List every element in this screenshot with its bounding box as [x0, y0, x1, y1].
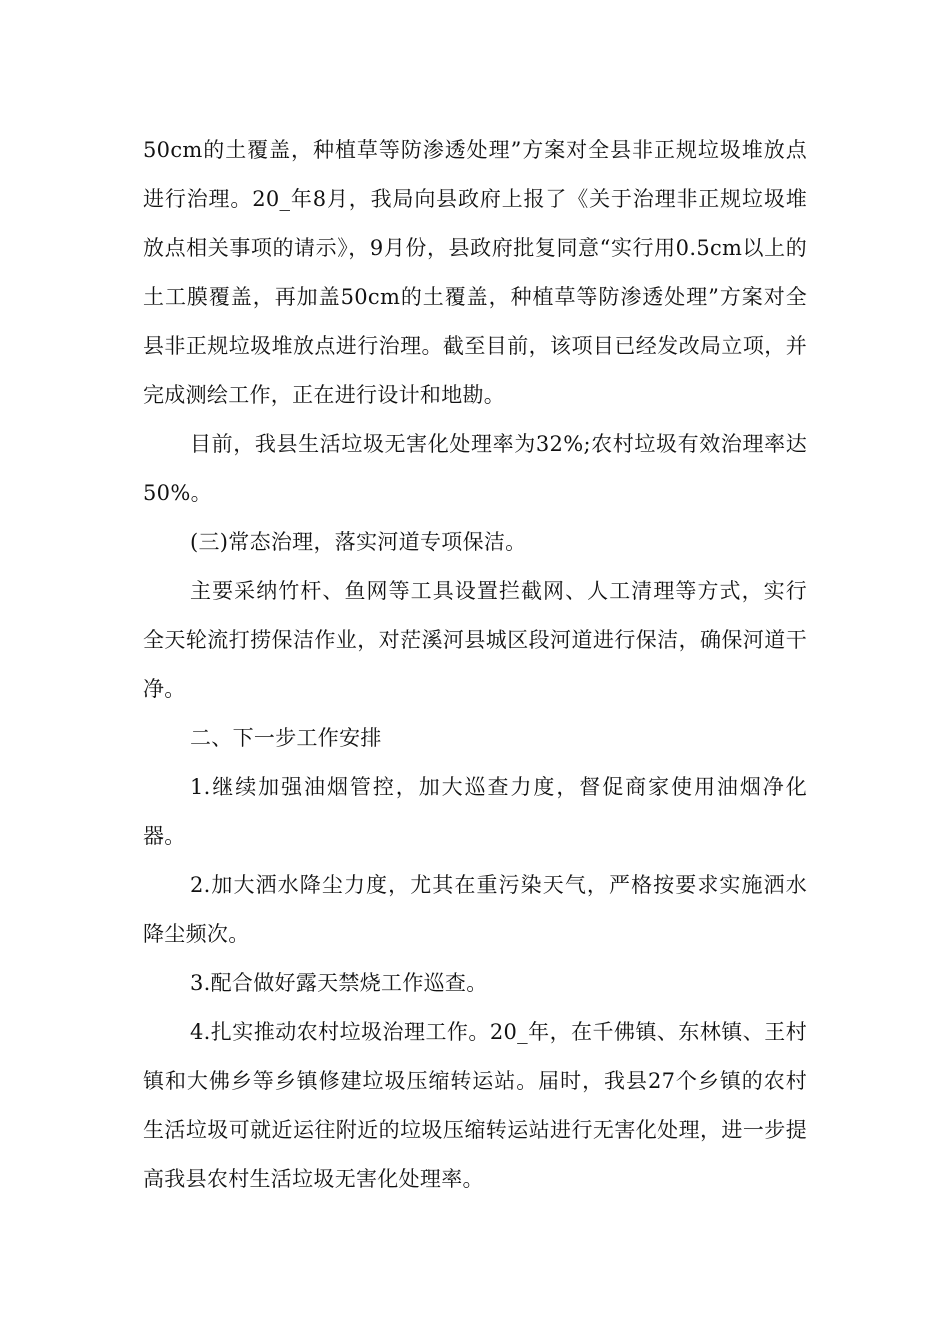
paragraph-river-cleaning: 主要采纳竹杆、鱼网等工具设置拦截网、人工清理等方式，实行全天轮流打捞保洁作业，对茫溪河县城区段河道进行保洁，确保河道干净。 [143, 579, 807, 701]
list-item-1: 1.继续加强油烟管控，加大巡查力度，督促商家使用油烟净化器。 [143, 775, 807, 848]
document-body [143, 126, 807, 1204]
paragraph-continuation: 50cm的土覆盖，种植草等防渗透处理”方案对全县非正规垃圾堆放点进行治理。20_年8月，我局向县政府上报了《关于治理非正规垃圾堆放点相关事项的请示》，9月份，县政府批复同意“实行用0.5cm以上的土工膜覆盖，再加盖50cm的土覆盖，种植草等防渗透处理”方案对全县非正规垃圾堆放点进行治理。截至目前，该项目已经发改局立项，并完成测绘工作，正在进行设计和地勘。 [143, 138, 807, 407]
section-heading-routine-governance: (三)常态治理，落实河道专项保洁。 [190, 530, 527, 554]
list-item-2: 2.加大洒水降尘力度，尤其在重污染天气，严格按要求实施洒水降尘频次。 [143, 873, 807, 946]
section-heading-next-steps: 二、下一步工作安排 [190, 726, 382, 750]
list-item-4: 4.扎实推动农村垃圾治理工作。20_年，在千佛镇、东林镇、王村镇和大佛乡等乡镇修建垃圾压缩转运站。届时，我县27个乡镇的农村生活垃圾可就近运往附近的垃圾压缩转运站进行无害化处理，进一步提高我县农村生活垃圾无害化处理率。 [143, 1020, 807, 1191]
list-item-3: 3.配合做好露天禁烧工作巡查。 [190, 971, 488, 995]
paragraph-treatment-rate: 目前，我县生活垃圾无害化处理率为32%;农村垃圾有效治理率达50%。 [143, 432, 807, 505]
